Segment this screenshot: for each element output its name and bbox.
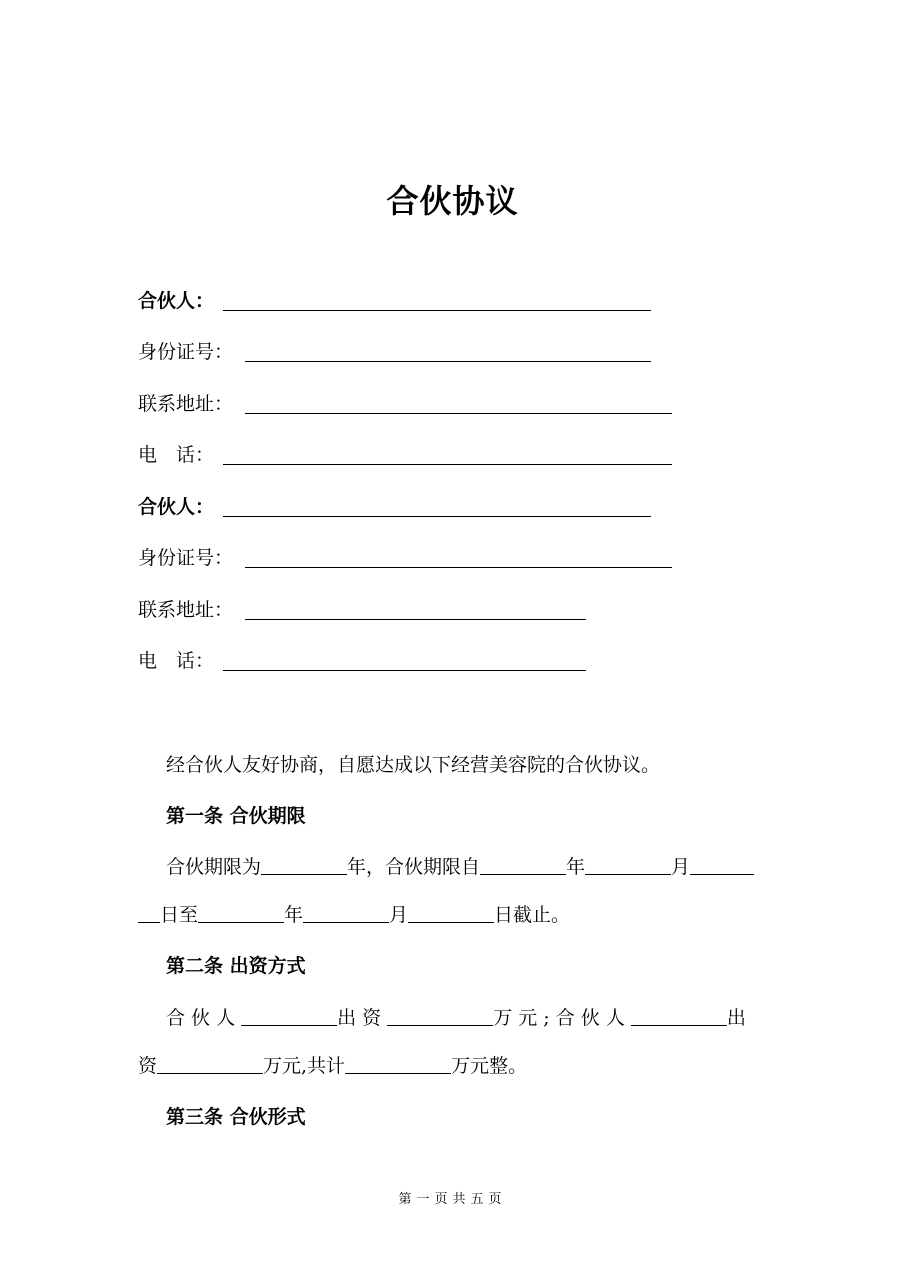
intro-paragraph: 经合伙人友好协商，自愿达成以下经营美容院的合伙协议。	[166, 754, 661, 776]
partner-label: 合伙人：	[138, 290, 215, 312]
partner-1-phone-field[interactable]	[138, 440, 214, 470]
article-2-heading: 第二条 出资方式	[166, 955, 306, 977]
partner-1-phone-blank[interactable]	[223, 464, 672, 465]
start-day-blank-cont[interactable]	[138, 900, 160, 923]
end-year-blank[interactable]	[198, 900, 284, 923]
article-1-text: 年	[566, 856, 586, 878]
article-2-line-1	[166, 1003, 746, 1033]
partner-2-address-field[interactable]	[138, 595, 233, 625]
id-label: 身份证号：	[138, 547, 234, 569]
partner-2-address-blank[interactable]	[245, 619, 586, 620]
start-year-blank[interactable]	[480, 852, 566, 875]
partner-1-name-blank[interactable]	[223, 310, 651, 311]
article-2-line-2	[138, 1051, 527, 1081]
phone-label: 电 话：	[138, 650, 215, 672]
article-1-text: 月	[389, 904, 409, 926]
partner-1-id-field[interactable]	[138, 337, 233, 367]
partner-1-address-blank[interactable]	[245, 413, 672, 414]
article-1-text: 日截止。	[494, 904, 571, 926]
article-2-text: 万元,共计	[263, 1055, 346, 1077]
phone-label: 电 话：	[138, 444, 215, 466]
article-1-text: 日至	[160, 904, 199, 926]
partner-1-id-blank[interactable]	[245, 361, 651, 362]
term-years-blank[interactable]	[261, 852, 347, 875]
total-amount-blank[interactable]	[345, 1051, 451, 1074]
article-2-text: 合 伙 人	[166, 1007, 242, 1029]
address-label: 联系地址：	[138, 599, 234, 621]
partner-b-amount-blank[interactable]	[157, 1051, 263, 1074]
article-1-text: 年	[284, 904, 304, 926]
partner-2-id-field[interactable]	[138, 543, 233, 573]
partner-a-amount-blank[interactable]	[387, 1003, 493, 1026]
article-1-heading: 第一条 合伙期限	[166, 805, 306, 827]
id-label: 身份证号：	[138, 341, 234, 363]
partner-2-name-blank[interactable]	[223, 516, 651, 517]
partner-label: 合伙人：	[138, 496, 215, 518]
document-title: 合伙协议	[386, 182, 519, 220]
partner-2-id-blank[interactable]	[245, 567, 672, 568]
partner-b-name-blank[interactable]	[631, 1003, 727, 1026]
page-footer: 第一页共五页	[398, 1192, 507, 1207]
start-month-blank[interactable]	[585, 852, 671, 875]
article-1-line-1	[166, 852, 754, 882]
article-2-text: 万元整。	[451, 1055, 528, 1077]
article-1-line-2	[138, 900, 570, 930]
article-1-text: 合伙期限为	[166, 856, 262, 878]
article-2-text: 资	[138, 1055, 158, 1077]
partner-2-name-field[interactable]	[138, 492, 214, 522]
article-1-text: 月	[671, 856, 691, 878]
partner-a-name-blank[interactable]	[241, 1003, 337, 1026]
article-1-text: 年，合伙期限自	[347, 856, 481, 878]
article-2-text: 万 元 ; 合 伙 人	[493, 1007, 631, 1029]
article-2-text: 出 资	[337, 1007, 388, 1029]
end-day-blank[interactable]	[408, 900, 494, 923]
address-label: 联系地址：	[138, 393, 234, 415]
partner-1-address-field[interactable]	[138, 389, 233, 419]
partner-1-name-field[interactable]	[138, 286, 214, 316]
end-month-blank[interactable]	[303, 900, 389, 923]
partner-2-phone-field[interactable]	[138, 646, 214, 676]
article-2-text: 出	[726, 1007, 746, 1029]
start-day-blank[interactable]	[690, 852, 754, 875]
article-3-heading: 第三条 合伙形式	[166, 1106, 306, 1128]
partner-2-phone-blank[interactable]	[223, 670, 586, 671]
